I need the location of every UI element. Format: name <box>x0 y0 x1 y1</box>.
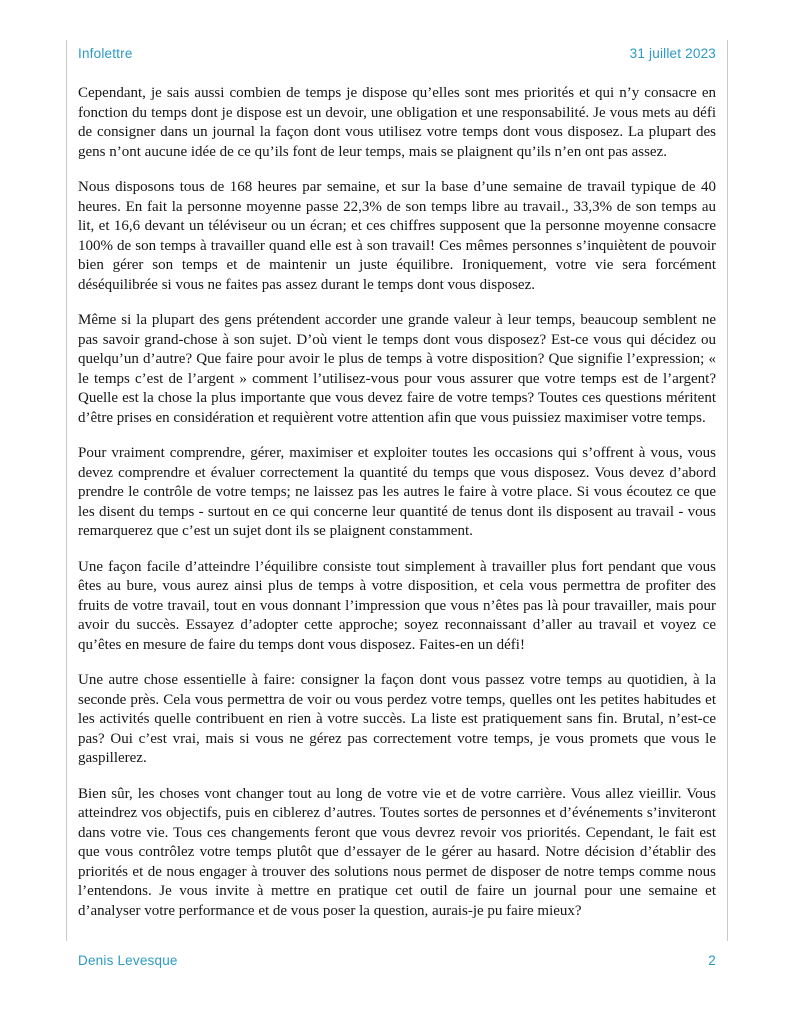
right-margin-rule <box>727 40 728 941</box>
page-footer <box>78 953 716 968</box>
body-paragraph: Bien sûr, les choses vont changer tout au long de votre vie et de votre carrière. Vous allez vieillir. Vous atteindrez vos objectifs, puis en ciblerez d’autres. Toutes sortes de personnes et d’événements s’inviteront dans votre vie. Tous ces changements feront que vous devrez revoir vos priorités. Cependant, le fait est que vous contrôlez votre temps plutôt que d’essayer de le gérer au hasard. Notre décision d’établir des priorités et de nous engager à trouver des solutions nous permet de disposer de notre temps comme nous l’entendons. Je vous invite à mettre en pratique cet outil de faire un journal pour une semaine et d’analyser votre performance et de vous poser la question, aurais-je pu faire mieux? <box>78 785 716 919</box>
body-paragraph: Une façon facile d’atteindre l’équilibre consiste tout simplement à travailler plus fort pendant que vous êtes au bure, vous aurez ainsi plus de temps à votre disposition, et cela vous permettra de profiter des fruits de votre travail, tout en vous donnant l’impression que vous n’êtes pas là pour travailler, mais pour avoir du succès. Essayez d’adopter cette approche; soyez reconnaissant d’aller au travail et voyez ce qu’êtes en mesure de faire du temps dont vous disposez. Faites-en un défi! <box>78 558 716 653</box>
page-header <box>78 46 716 61</box>
body-paragraph: Même si la plupart des gens prétendent accorder une grande valeur à leur temps, beaucoup semblent ne pas savoir grand-chose à son sujet. D’où vient le temps dont vous disposez? Est-ce vous qui décidez ou quelqu’un d’autre? Que faire pour avoir le plus de temps à votre disposition? Que signifie l’expression; « le temps c’est de l’argent » comment l’utilisez-vous pour vous assurer que votre temps est de l’argent? Quelle est la chose la plus importante que vous devez faire de votre temps? Toutes ces questions méritent d’être prises en considération et requièrent votre attention afin que vous puissiez maximiser votre temps. <box>78 312 716 426</box>
left-margin-rule <box>66 40 67 941</box>
header-date: 31 juillet 2023 <box>629 46 716 61</box>
body-paragraph: Nous disposons tous de 168 heures par semaine, et sur la base d’une semaine de travail typique de 40 heures. En fait la personne moyenne passe 22,3% de son temps libre au travail., 33,3% de son temps au lit, et 16,6 devant un téléviseur ou un écran; et ces chiffres supposent que la personne moyenne consacre 100% de son temps à travailler quand elle est à son travail! Ces mêmes personnes s’inquiètent de pouvoir bien gérer son temps et de maintenir un juste équilibre. Ironiquement, votre vie sera forcément déséquilibrée si vous ne faites pas assez durant le temps dont vous disposez. <box>78 179 716 293</box>
footer-author: Denis Levesque <box>78 953 178 968</box>
newsletter-title: Infolettre <box>78 46 133 61</box>
body-paragraph: Une autre chose essentielle à faire: consigner la façon dont vous passez votre temps au quotidien, à la seconde près. Cela vous permettra de voir ou vous perdez votre temps, quelles ont les petites habitudes et les activités quelle contribuent en rien à votre succès. La liste est pratiquement sans fin. Brutal, n’est-ce pas? Oui c’est vrai, mais si vous ne gérez pas correctement votre temps, je vous promets que vous le gaspillerez. <box>78 672 716 766</box>
page-number: 2 <box>708 953 716 968</box>
body-paragraph: Cependant, je sais aussi combien de temps je dispose qu’elles sont mes priorités et qui n’y consacre en fonction du temps dont je dispose est un devoir, une obligation et une responsabilité. Je vous mets au défi de consigner dans un journal la façon dont vous utilisez votre temps dont vous disposez. La plupart des gens n’ont aucune idée de ce qu’ils font de leur temps, mais se plaignent qu’ils n’en ont pas assez. <box>78 85 716 160</box>
document-body <box>78 84 716 937</box>
body-paragraph: Pour vraiment comprendre, gérer, maximiser et exploiter toutes les occasions qui s’offrent à vous, vous devez comprendre et évaluer correctement la quantité du temps que vous disposez. Vous devez d’abord prendre le contrôle de votre temps; ne laissez pas les autres le faire à votre place. Si vous écoutez ce que les disent du temps - surtout en ce qui concerne leur quantité de tenus dont ils disposent au travail - vous remarquerez que c’est un sujet dont ils se plaignent constamment. <box>78 445 716 539</box>
